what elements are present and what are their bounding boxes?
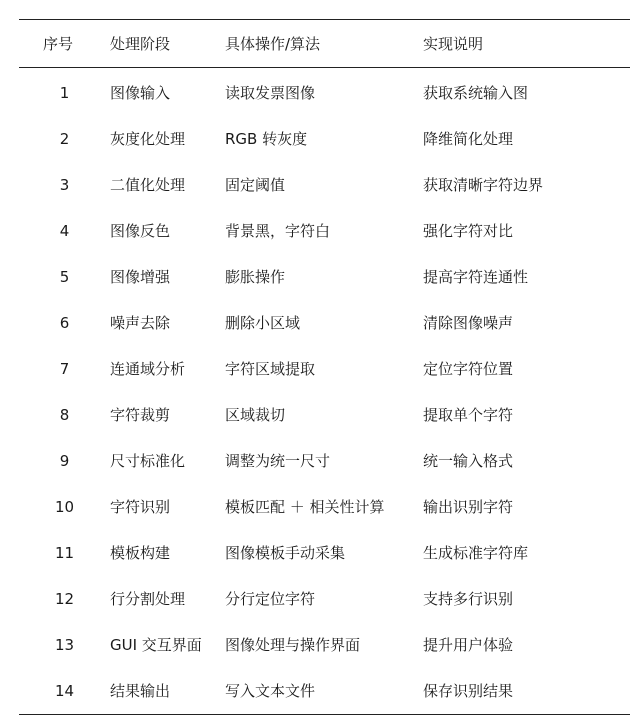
cell-index: 10: [54, 498, 75, 516]
table-row: [19, 300, 630, 346]
table-row: [19, 484, 630, 530]
cell-description: 提取单个字符: [423, 406, 514, 424]
cell-stage: 行分割处理: [110, 590, 186, 608]
table-row: [19, 254, 630, 300]
cell-stage: 字符识别: [110, 498, 171, 516]
cell-description: 清除图像噪声: [423, 314, 514, 332]
cell-description: 提高字符连通性: [423, 268, 529, 286]
cell-operation: 读取发票图像: [225, 84, 316, 102]
cell-stage: GUI 交互界面: [110, 636, 202, 654]
cell-stage: 连通域分析: [110, 360, 186, 378]
cell-index: 7: [59, 360, 70, 378]
table-row: [19, 208, 630, 254]
table-body: [19, 70, 630, 714]
table-header: [19, 20, 630, 67]
cell-operation: 图像处理与操作界面: [225, 636, 361, 654]
header-stage: 处理阶段: [110, 34, 171, 53]
cell-stage: 图像反色: [110, 222, 171, 240]
cell-index: 11: [54, 544, 75, 562]
cell-operation: 图像模板手动采集: [225, 544, 346, 562]
header-operation: 具体操作/算法: [225, 34, 321, 53]
table-row: [19, 668, 630, 714]
cell-operation: 模板匹配 ＋ 相关性计算: [225, 498, 385, 516]
cell-operation: 背景黑，字符白: [225, 222, 331, 240]
cell-stage: 图像输入: [110, 84, 171, 102]
table-row: [19, 346, 630, 392]
cell-index: 3: [59, 176, 70, 194]
header-rule: [19, 67, 630, 68]
cell-operation: 字符区域提取: [225, 360, 316, 378]
cell-stage: 字符裁剪: [110, 406, 171, 424]
cell-stage: 二值化处理: [110, 176, 186, 194]
cell-stage: 图像增强: [110, 268, 171, 286]
cell-description: 统一输入格式: [423, 452, 514, 470]
cell-operation: 删除小区域: [225, 314, 301, 332]
cell-index: 6: [59, 314, 70, 332]
cell-operation: RGB 转灰度: [225, 130, 308, 148]
table-row: [19, 116, 630, 162]
cell-index: 9: [59, 452, 70, 470]
cell-stage: 噪声去除: [110, 314, 171, 332]
processing-table: [19, 19, 630, 715]
table-row: [19, 622, 630, 668]
cell-description: 生成标准字符库: [423, 544, 529, 562]
bottom-rule: [19, 714, 630, 715]
cell-description: 获取系统输入图: [423, 84, 529, 102]
cell-stage: 尺寸标准化: [110, 452, 186, 470]
table-row: [19, 438, 630, 484]
cell-index: 5: [59, 268, 70, 286]
cell-operation: 分行定位字符: [225, 590, 316, 608]
cell-description: 保存识别结果: [423, 682, 514, 700]
cell-operation: 写入文本文件: [225, 682, 316, 700]
table-row: [19, 392, 630, 438]
cell-stage: 结果输出: [110, 682, 171, 700]
cell-index: 8: [59, 406, 70, 424]
cell-index: 14: [54, 682, 75, 700]
cell-description: 支持多行识别: [423, 590, 514, 608]
cell-operation: 区域裁切: [225, 406, 286, 424]
cell-index: 4: [59, 222, 70, 240]
cell-index: 13: [54, 636, 75, 654]
cell-index: 12: [54, 590, 75, 608]
cell-description: 提升用户体验: [423, 636, 514, 654]
table-row: [19, 576, 630, 622]
cell-stage: 模板构建: [110, 544, 171, 562]
header-index: 序号: [43, 34, 74, 53]
cell-description: 定位字符位置: [423, 360, 514, 378]
cell-description: 降维简化处理: [423, 130, 514, 148]
cell-operation: 膨胀操作: [225, 268, 286, 286]
table-row: [19, 530, 630, 576]
cell-description: 获取清晰字符边界: [423, 176, 544, 194]
cell-operation: 调整为统一尺寸: [225, 452, 331, 470]
header-description: 实现说明: [423, 34, 484, 53]
cell-index: 2: [59, 130, 70, 148]
cell-operation: 固定阈值: [225, 176, 286, 194]
cell-description: 输出识别字符: [423, 498, 514, 516]
cell-description: 强化字符对比: [423, 222, 514, 240]
table-row: [19, 162, 630, 208]
cell-index: 1: [59, 84, 70, 102]
cell-stage: 灰度化处理: [110, 130, 186, 148]
table-row: [19, 70, 630, 116]
